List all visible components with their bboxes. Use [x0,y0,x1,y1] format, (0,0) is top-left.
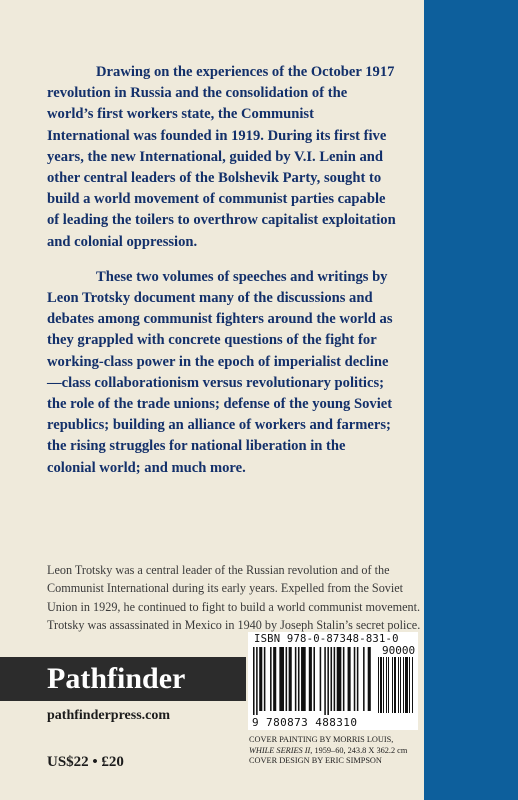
publisher-name: Pathfinder [47,662,186,695]
barcode-bar [380,657,382,713]
barcode-bar [354,647,356,711]
barcode-bar [409,657,410,713]
barcode-bar [368,647,371,711]
barcode-bar [270,647,272,711]
barcode-bar [392,657,393,713]
barcode-bar [301,647,306,711]
barcode-bar [348,647,351,711]
cover-credits [249,735,421,767]
barcode-bar [256,647,258,715]
barcode-bar [394,657,396,713]
barcode-bar [388,657,389,713]
barcode-bar [405,657,408,713]
blue-stripe [424,0,518,800]
barcode-bar [313,647,315,711]
addon-barcode-bars [378,657,418,715]
barcode-bar [286,647,288,711]
barcode-bar [403,657,404,713]
barcode-bar [343,647,345,711]
barcode-bar [324,647,326,715]
barcode-bar [334,647,336,711]
ean-barcode-bars [253,647,371,717]
addon-digits: 90000 [382,644,416,657]
author-bio-text: Leon Trotsky was a central leader of the Russian revolution and of the Communist International during its early years. Expelled from the Soviet Union in 1929, he continued to fight to build a world communist movement. Trotsky was assassinated in Mexico in 1940 by Joseph Stalin’s secret police. [47,563,421,632]
artwork-details: , 1959–60, 243.8 X 362.2 cm [310,745,408,755]
barcode-bar [273,647,276,711]
price: US$22 • £20 [47,754,124,770]
barcode-bar [337,647,342,711]
ean-digits: 9 780873 488310 [252,716,358,729]
barcode-bar [259,647,262,711]
credit-line-design: COVER DESIGN BY ERIC SIMPSON [249,756,382,766]
barcode-bar [363,647,365,711]
barcode-bar [253,647,255,715]
barcode-bar [279,647,284,711]
barcode-bar [264,647,266,711]
barcode-bar [295,647,297,711]
barcode-bar [309,647,312,711]
barcode-bar [298,647,300,711]
barcode-bar [289,647,292,711]
barcode-bar [357,647,359,711]
publisher-website: pathfinderpress.com [47,708,171,723]
credit-line-painting: COVER PAINTING BY MORRIS LOUIS, [249,735,394,744]
credit-line-artwork [249,746,421,757]
barcode-bar [327,647,329,715]
isbn-label: ISBN 978-0-87348-831-0 [254,633,399,645]
blurb-paragraph-2: These two volumes of speeches and writings by Leon Trotsky document many of the discussions and debates among communist fighters around the world as they grappled with concrete questions of the fight for working-class power in the epoch of imperialist decline—class collaborationism versus revolutionary politics; the role of the trade unions; defense of the young Soviet republics; building an alliance of workers and farmers; the rising struggles for national liberation in the colonial world; and much more. [47,268,393,476]
barcode-bar [400,657,401,713]
barcode-bar [386,657,387,713]
barcode-bar [378,657,379,713]
barcode-bar [383,657,384,713]
blurb-paragraph-1: Drawing on the experiences of the October 1917 revolution in Russia and the consolidation of the world’s first workers state, the Communist International was founded in 1919. During its first five years, the new International, guided by V.I. Lenin and other central leaders of the Bolshevik Party, sought to build a world movement of communist parties capable of leading the toilers to overthrow capitalist exploitation and colonial oppression. [47,64,396,250]
barcode-bar [398,657,399,713]
barcode-bar [412,657,413,713]
blurb [47,62,397,479]
barcode-bar [331,647,333,711]
barcode-bar [320,647,322,711]
artwork-title: WHILE SERIES II [249,745,311,755]
author-bio [47,561,427,634]
